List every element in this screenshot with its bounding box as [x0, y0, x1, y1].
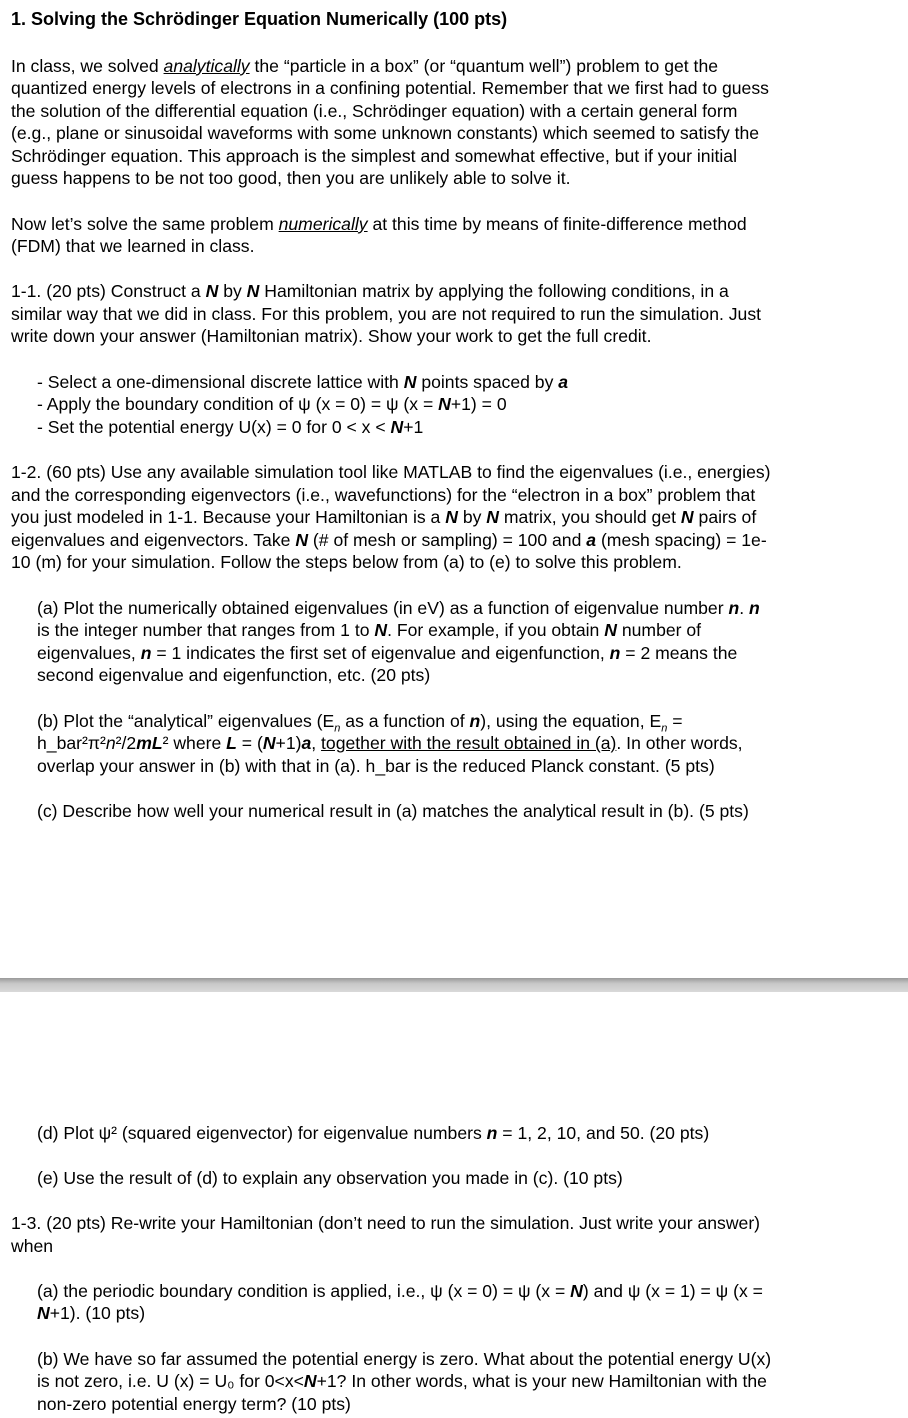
text-line: eigenvalues and eigenvectors. Take N (# of mesh or sampling) = 100 and a (mesh spacing) = 1e- [11, 530, 767, 550]
text-line: non-zero potential energy term? (10 pts) [37, 1394, 351, 1414]
text-line: second eigenvalue and eigenfunction, etc. (20 pts) [37, 665, 431, 685]
text-line: similar way that we did in class. For this problem, you are not required to run the simulation. Just [11, 304, 762, 324]
text-line: 1-3. (20 pts) Re-write your Hamiltonian (don’t need to run the simulation. Just write your answer) [11, 1213, 761, 1233]
text-line: (FDM) that we learned in class. [11, 236, 255, 256]
text-line: is the integer number that ranges from 1 to N. For example, if you obtain N number of [37, 620, 702, 640]
text-line: eigenvalues, n = 1 indicates the first set of eigenvalue and eigenfunction, n = 2 means the [37, 643, 738, 663]
text-line: overlap your answer in (b) with that in (a). h_bar is the reduced Planck constant. (5 pts) [37, 756, 715, 776]
text-line: the solution of the differential equation (i.e., Schrödinger equation) with a certain general form [11, 101, 738, 121]
text-line: 10 (m) for your simulation. Follow the steps below from (a) to (e) to solve this problem. [11, 552, 682, 572]
step-d: (d) Plot ψ² (squared eigenvector) for eigenvalue numbers n = 1, 2, 10, and 50. (20 pts) [37, 1123, 710, 1143]
text-line: guess happens to be not too good, then you are unlikely able to solve it. [11, 168, 571, 188]
text-line: h_bar²π²n²/2mL² where L = (N+1)a, together with the result obtained in (a). In other words, [37, 733, 743, 753]
text-line: In class, we solved analytically the “particle in a box” (or “quantum well”) problem to get the [11, 56, 719, 76]
text-line: (b) Plot the “analytical” eigenvalues ($E_n$ as a function of n), using the equation, $E_n$ = [37, 711, 683, 735]
text-line: you just modeled in 1-1. Because your Hamiltonian is a N by N matrix, you should get N pairs of [11, 507, 757, 527]
step-e: (e) Use the result of (d) to explain any observation you made in (c). (10 pts) [37, 1168, 623, 1188]
problem-title: 1. Solving the Schrödinger Equation Numerically (100 pts) [11, 9, 508, 29]
text-line: when [11, 1236, 54, 1256]
text-line: (a) Plot the numerically obtained eigenvalues (in eV) as a function of eigenvalue number n. n [37, 598, 760, 618]
text-line: N+1). (10 pts) [37, 1303, 146, 1323]
text-line: 1-1. (20 pts) Construct a N by N Hamiltonian matrix by applying the following conditions, in a [11, 281, 729, 301]
page-divider [0, 978, 908, 992]
text-line: quantized energy levels of electrons in a confining potential. Remember that we first had to guess [11, 78, 769, 98]
text-line: is not zero, i.e. U (x) = U₀ for 0<x<N+1? In other words, what is your new Hamiltonian with the [37, 1371, 767, 1391]
list-item: - Select a one-dimensional discrete lattice with N points spaced by a [37, 372, 569, 392]
text-line: 1-2. (60 pts) Use any available simulation tool like MATLAB to find the eigenvalues (i.e., energies) [11, 462, 771, 482]
text-line: and the corresponding eigenvectors (i.e., wavefunctions) for the “electron in a box” problem that [11, 485, 756, 505]
text-line: (e.g., plane or sinusoidal waveforms with some unknown constants) which seemed to satisfy the [11, 123, 760, 143]
list-item: - Apply the boundary condition of ψ (x = 0) = ψ (x = N+1) = 0 [37, 394, 507, 414]
text-line: Now let’s solve the same problem numerically at this time by means of finite-difference method [11, 214, 747, 234]
list-item: - Set the potential energy U(x) = 0 for 0 < x < N+1 [37, 417, 424, 437]
text-line: (b) We have so far assumed the potential energy is zero. What about the potential energy U(x) [37, 1349, 772, 1369]
step-c: (c) Describe how well your numerical result in (a) matches the analytical result in (b). (5 pts) [37, 801, 749, 821]
text-line: (a) the periodic boundary condition is applied, i.e., ψ (x = 0) = ψ (x = N) and ψ (x = 1) = ψ (x = [37, 1281, 763, 1301]
text-line: write down your answer (Hamiltonian matrix). Show your work to get the full credit. [11, 326, 652, 346]
text-line: Schrödinger equation. This approach is the simplest and somewhat effective, but if your initial [11, 146, 737, 166]
